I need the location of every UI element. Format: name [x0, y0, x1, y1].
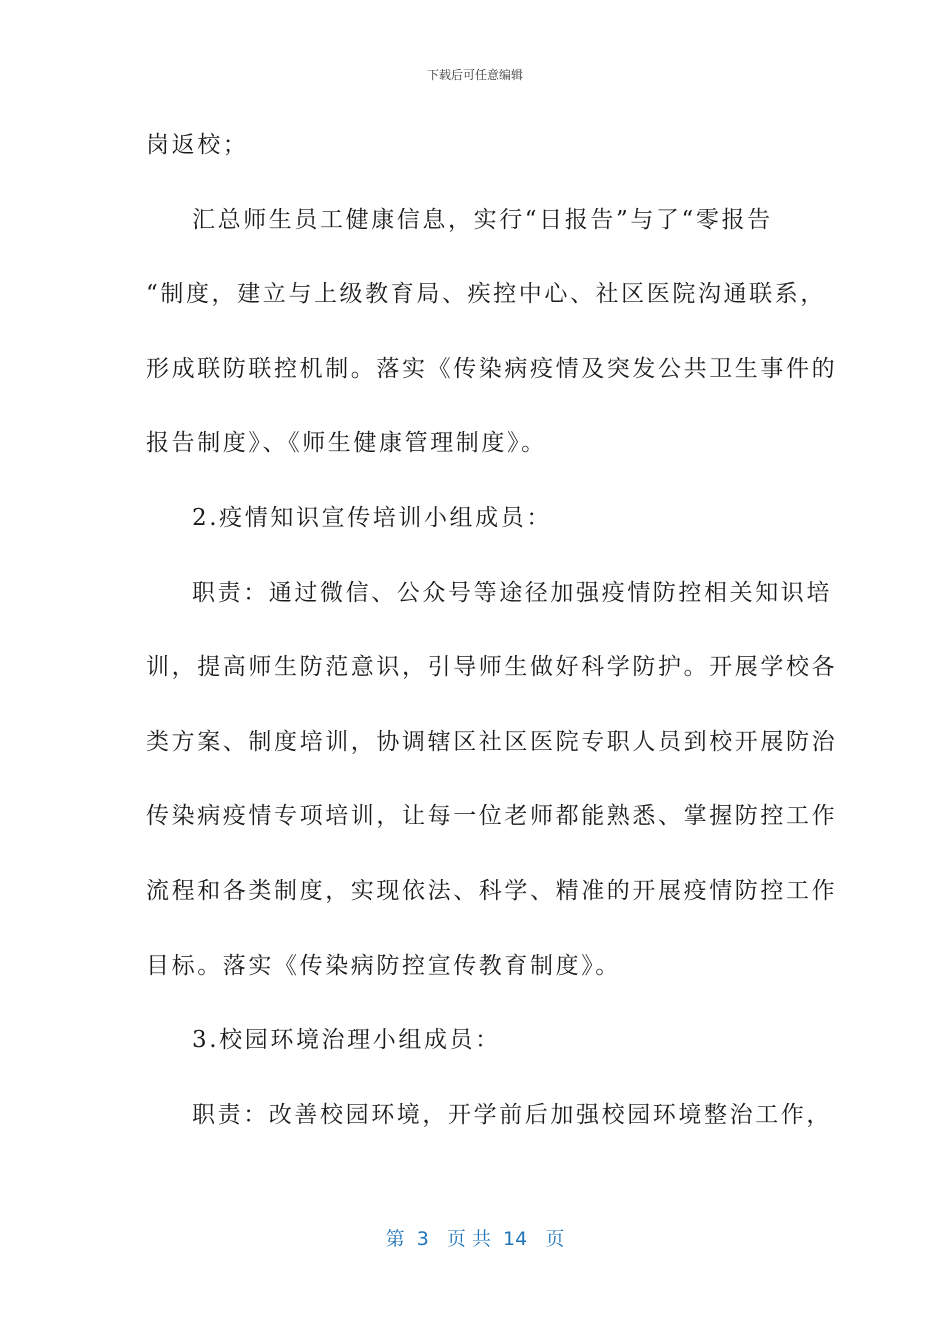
text-line: 传染病疫情专项培训，让每一位老师都能熟悉、掌握防控工作: [146, 803, 838, 830]
document-body: [146, 122, 838, 1166]
page-number-footer: 第 3 页 共 14 页: [385, 1228, 565, 1250]
text-line: 报告制度》、《师生健康管理制度》。: [146, 430, 547, 457]
text-line: 职责：改善校园环境，开学前后加强校园环境整治工作，: [192, 1101, 832, 1128]
section-heading: 3.校园环境治理小组成员：: [192, 1027, 501, 1054]
text-line: 目标。落实《传染病防控宣传教育制度》。: [146, 952, 621, 979]
text-line: 训，提高师生防范意识，引导师生做好科学防护。开展学校各: [146, 654, 838, 681]
text-line: 类方案、制度培训，协调辖区社区医院专职人员到校开展防治: [146, 728, 838, 755]
section-heading: 2.疫情知识宣传培训小组成员：: [192, 504, 552, 531]
text-line: 岗返校；: [146, 132, 249, 158]
text-line: “制度，建立与上级教育局、疾控中心、社区医院沟通联系，: [146, 281, 826, 308]
text-line: 汇总师生员工健康信息，实行“日报告”与了“零报告: [192, 206, 773, 233]
text-line: 形成联防联控机制。落实《传染病疫情及突发公共卫生事件的: [146, 355, 838, 382]
text-line: 职责：通过微信、公众号等途径加强疫情防控相关知识培: [192, 579, 832, 606]
text-line: 流程和各类制度，实现依法、科学、精准的开展疫情防控工作: [146, 877, 838, 904]
page-header-note: 下载后可任意编辑: [426, 68, 523, 82]
